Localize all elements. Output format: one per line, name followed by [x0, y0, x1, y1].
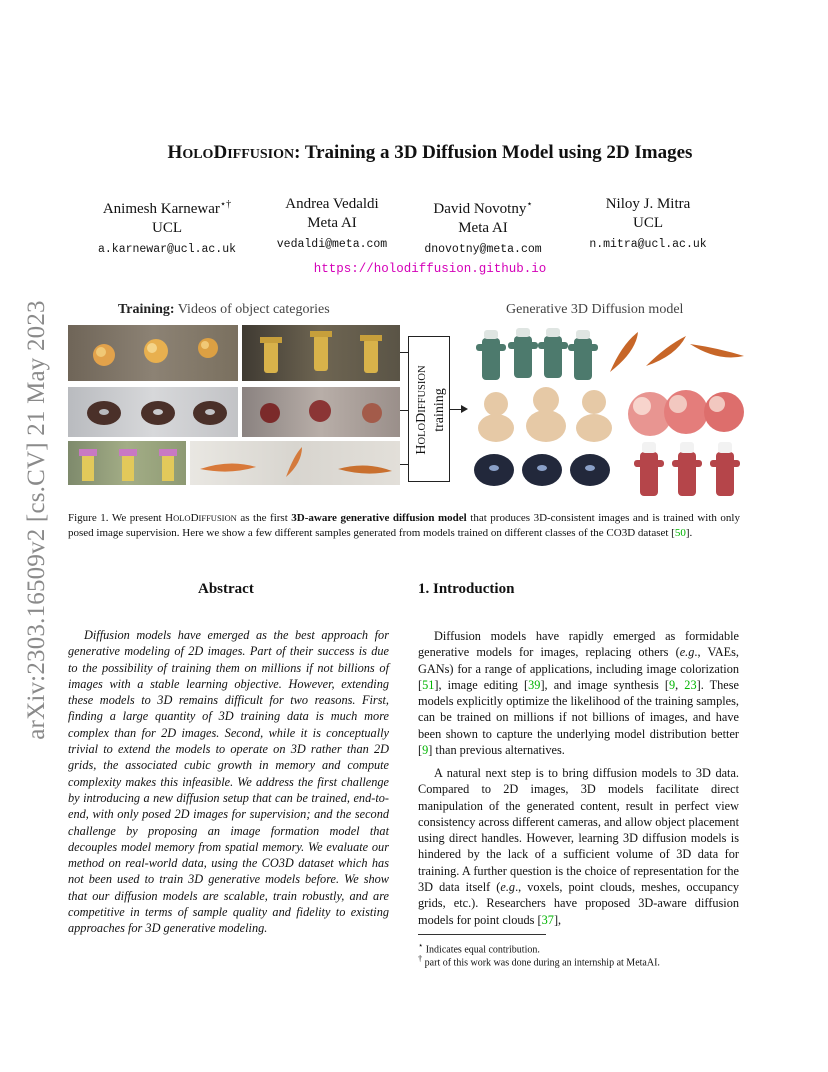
author-name: David Novotny⋆	[433, 199, 533, 217]
citation-link[interactable]: 37	[541, 912, 554, 927]
training-image-hydrants-2	[68, 441, 186, 485]
author-name: Animesh Karnewar⋆†	[102, 199, 232, 217]
author-email[interactable]: a.karnewar@ucl.ac.uk	[97, 243, 237, 256]
teddy-photo-drawing	[242, 387, 400, 437]
title-sc: IFFUSION	[227, 147, 295, 162]
arrow-line	[400, 464, 408, 465]
footnote: ⋆ Indicates equal contribution.	[418, 941, 540, 956]
author-email[interactable]: vedaldi@meta.com	[276, 238, 388, 251]
donuts-drawing	[68, 387, 238, 437]
citation-link[interactable]: 51	[422, 677, 435, 692]
apples-drawing	[68, 325, 238, 381]
citation-link[interactable]: 50	[674, 527, 686, 539]
hydrant-row-drawing	[68, 441, 186, 485]
training-box-label: HOLODIFFUSION training	[414, 365, 447, 455]
intro-heading: 1. Introduction	[418, 581, 515, 597]
author-email[interactable]: n.mitra@ucl.ac.uk	[589, 238, 707, 251]
author-affiliation: UCL	[633, 215, 663, 231]
figure-caption: Figure 1. We present HOLODIFFUSION as the first 3D-aware generative diffusion model that produces 3D-consistent images and is trained with only posed image supervision. Here we show a few different samples generated from models trained on different classes of the CO3D dataset [50].	[68, 512, 740, 539]
arrow-right-icon	[461, 405, 468, 413]
footnote-rule	[418, 934, 546, 935]
intro-paragraph-1: Diffusion models have rapidly emerged as formidable generative models for images, replacing others (e.g., VAEs, GANs) for a range of applications, including image colorization [51], image editing [39], and image synthesis [9, 23]. These models explicitly optimize the likelihood of the training samples, can be trained on millions if not billions of images, and have been shown to capture the underlying model distribution better [9] than previous alternatives.	[418, 629, 740, 758]
training-image-apples	[68, 325, 238, 381]
project-url-link[interactable]: https://holodiffusion.github.io	[313, 262, 547, 276]
author-block	[262, 195, 402, 251]
citation-link[interactable]: 23	[684, 677, 697, 692]
hydrant-photo-drawing	[242, 325, 400, 381]
training-box	[408, 336, 450, 482]
author-block	[410, 195, 556, 256]
citation-link[interactable]: 9	[422, 743, 429, 758]
author-affiliation: Meta AI	[458, 220, 508, 236]
author-affiliation: Meta AI	[307, 215, 357, 231]
arrow-line	[400, 410, 408, 411]
figure-right-heading: Generative 3D Diffusion model	[506, 302, 684, 317]
intro-paragraph-2: A natural next step is to bring diffusion models to 3D data. Compared to 2D images, 3D models facilitate direct manipulation of the generated content, result in perfect view consistency across different cameras, and allow object placement using direct handles. However, learning 3D diffusion models is hindered by the lack of a sufficient volume of 3D data for training. A further question is the choice of representation for the 3D data itself (e.g., voxels, point clouds, meshes, occupancy grids, etc.). Researchers have proposed 3D-aware diffusion models for point clouds [37],	[418, 766, 739, 927]
arrow-line	[400, 352, 408, 353]
training-image-teddy	[242, 387, 400, 437]
citation-link[interactable]: 39	[528, 677, 541, 692]
title-sc: OLO	[182, 147, 214, 162]
paper-title	[60, 142, 800, 164]
author-name: Niloy J. Mitra	[605, 196, 691, 212]
figure-left-heading: Training: Videos of object categories	[118, 302, 330, 317]
training-image-donuts	[68, 387, 238, 437]
arxiv-stamp	[22, 280, 52, 760]
author-affiliation: UCL	[152, 220, 182, 236]
title-sc: D	[213, 142, 228, 163]
carrot-photo-drawing	[190, 441, 400, 485]
title-rest: : Training a 3D Diffusion Model using 2D Images	[294, 142, 693, 163]
abstract-heading: Abstract	[198, 581, 254, 597]
generated-samples-grid	[470, 322, 750, 502]
arxiv-stamp-text: arXiv:2303.16509v2 [cs.CV] 21 May 2023	[23, 300, 50, 740]
author-block	[82, 195, 252, 256]
author-block	[576, 195, 720, 251]
title-sc: H	[167, 142, 183, 163]
training-image-carrots	[190, 441, 400, 485]
footnote: † part of this work was done during an internship at MetaAI.	[418, 954, 660, 969]
author-name: Andrea Vedaldi	[285, 196, 379, 212]
abstract-text: Diffusion models have emerged as the best approach for generative modeling of 2D images. Part of their success is due to the possibility of training them on millions if not billions of images with a stable learning objective. However, extending these models to 3D remains difficult for two reasons. First, finding a large quantity of 3D training data is much more complex than for 2D images. Second, while it is conceptually trivial to extend the models to operate on 3D rather than 2D grids, the associated cubic growth in memory and compute complexity makes this infeasible. We address the first challenge by introducing a new diffusion setup that can be trained, end-to-end, with only posed 2D images for supervision; and the second challenge by proposing an image formation model that decouples model memory from spatial memory. We evaluate our method on real-world data, using the CO3D dataset which has not been used to train 3D generative models before. We show that our diffusion models are scalable, train robustly, and are competitive in terms of sample quality and fidelity to existing approaches for 3D generative modeling.	[68, 628, 389, 936]
citation-link[interactable]: 9	[668, 677, 676, 692]
training-image-hydrant	[242, 325, 400, 381]
author-email[interactable]: dnovotny@meta.com	[424, 243, 542, 256]
